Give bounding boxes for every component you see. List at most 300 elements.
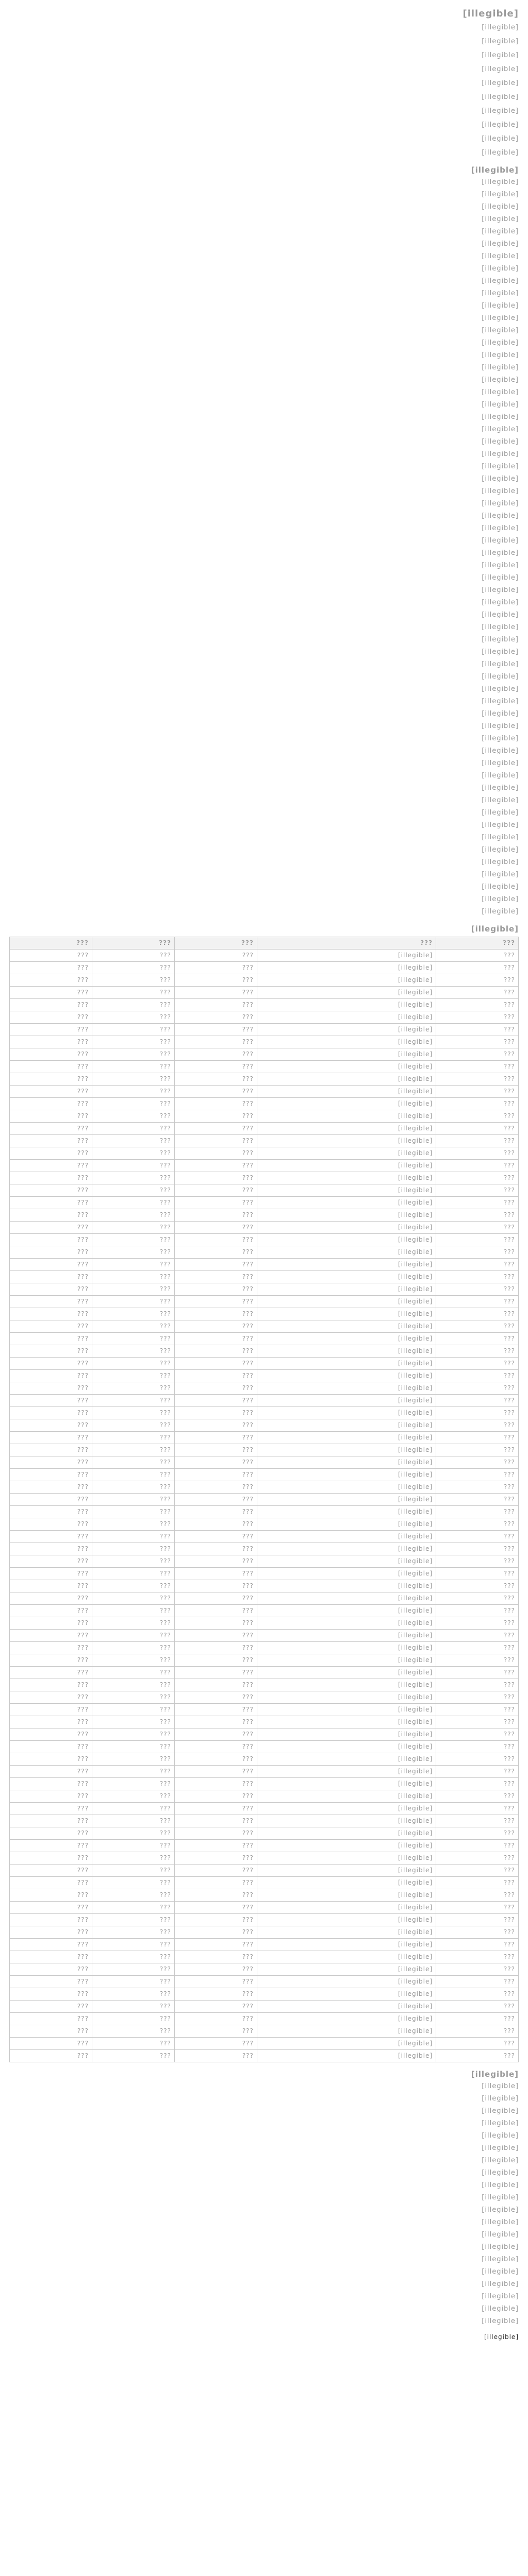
table-cell: ??? <box>10 1432 92 1444</box>
table-cell: ??? <box>92 1011 174 1024</box>
table-cell: [illegible] <box>257 1209 436 1222</box>
table-cell: ??? <box>10 1271 92 1283</box>
table-cell: ??? <box>92 1963 174 1976</box>
table-cell: ??? <box>174 1011 257 1024</box>
table-cell: ??? <box>436 1976 519 1988</box>
table-row <box>10 1296 519 1308</box>
table-cell: ??? <box>174 1086 257 1098</box>
table-cell: ??? <box>436 1197 519 1209</box>
table-cell: [illegible] <box>257 1531 436 1543</box>
table-row <box>10 2013 519 2025</box>
table-cell: ??? <box>10 1852 92 1865</box>
table-cell: ??? <box>10 999 92 1011</box>
assets-section-heading: [illegible] <box>471 924 519 934</box>
property-item: [illegible] <box>482 908 519 916</box>
table-cell: ??? <box>436 1531 519 1543</box>
table-cell: [illegible] <box>257 999 436 1011</box>
table-cell: ??? <box>92 1160 174 1172</box>
table-cell: [illegible] <box>257 1951 436 1963</box>
table-cell: ??? <box>10 1642 92 1654</box>
table-cell: ??? <box>436 999 519 1011</box>
table-cell: ??? <box>436 1555 519 1568</box>
table-cell: [illegible] <box>257 1333 436 1345</box>
table-cell: [illegible] <box>257 1345 436 1358</box>
table-row <box>10 1395 519 1407</box>
table-row <box>10 1852 519 1865</box>
terms-item: [illegible] <box>482 2268 519 2276</box>
table-cell: ??? <box>92 1296 174 1308</box>
table-cell: ??? <box>10 962 92 974</box>
table-cell: [illegible] <box>257 1939 436 1951</box>
table-cell: ??? <box>436 1283 519 1296</box>
property-item: [illegible] <box>482 524 519 532</box>
table-cell: [illegible] <box>257 1197 436 1209</box>
table-cell: ??? <box>174 1333 257 1345</box>
property-item: [illegible] <box>482 401 519 409</box>
table-cell: ??? <box>436 1036 519 1048</box>
table-cell: [illegible] <box>257 1642 436 1654</box>
table-row <box>10 1840 519 1852</box>
table-cell: [illegible] <box>257 1654 436 1667</box>
table-row <box>10 1382 519 1395</box>
table-cell: ??? <box>436 2038 519 2050</box>
table-row <box>10 1815 519 1827</box>
table-cell: [illegible] <box>257 1320 436 1333</box>
table-cell: ??? <box>436 974 519 987</box>
table-row <box>10 1790 519 1803</box>
intro-paragraph: [illegible] <box>482 38 519 45</box>
table-cell: ??? <box>10 1494 92 1506</box>
table-cell: ??? <box>10 1939 92 1951</box>
table-cell: [illegible] <box>257 1555 436 1568</box>
table-row <box>10 1123 519 1135</box>
table-cell: ??? <box>436 1234 519 1246</box>
table-cell: ??? <box>174 1296 257 1308</box>
table-row <box>10 1209 519 1222</box>
table-cell: ??? <box>436 1086 519 1098</box>
table-row <box>10 1110 519 1123</box>
table-cell: ??? <box>10 1518 92 1531</box>
table-cell: ??? <box>174 1877 257 1889</box>
table-cell: ??? <box>92 1184 174 1197</box>
table-cell: [illegible] <box>257 962 436 974</box>
table-cell: [illegible] <box>257 1840 436 1852</box>
table-cell: ??? <box>10 1036 92 1048</box>
table-cell: ??? <box>174 1048 257 1061</box>
table-cell: ??? <box>436 1123 519 1135</box>
table-cell: ??? <box>10 1234 92 1246</box>
table-cell: ??? <box>436 962 519 974</box>
table-cell: ??? <box>92 2001 174 2013</box>
table-cell: ??? <box>436 1568 519 1580</box>
table-row <box>10 1061 519 1073</box>
table-cell: ??? <box>174 1259 257 1271</box>
assets-column-header: ??? <box>257 937 436 950</box>
table-cell: ??? <box>436 1518 519 1531</box>
terms-item: [illegible] <box>482 2095 519 2103</box>
table-cell: ??? <box>92 1308 174 1320</box>
table-cell: ??? <box>10 1419 92 1432</box>
property-item: [illegible] <box>482 327 519 334</box>
table-cell: ??? <box>92 1951 174 1963</box>
table-cell: [illegible] <box>257 1283 436 1296</box>
property-item: [illegible] <box>482 426 519 433</box>
table-cell: ??? <box>174 1592 257 1605</box>
table-cell: ??? <box>174 1790 257 1803</box>
table-cell: ??? <box>174 1110 257 1123</box>
assets-table <box>9 937 519 2062</box>
property-item: [illegible] <box>482 772 519 779</box>
table-cell: ??? <box>174 1865 257 1877</box>
table-cell: ??? <box>92 1283 174 1296</box>
table-cell: ??? <box>10 1073 92 1086</box>
table-cell: ??? <box>436 1110 519 1123</box>
table-cell: [illegible] <box>257 950 436 962</box>
table-cell: ??? <box>436 1753 519 1766</box>
table-cell: ??? <box>92 1086 174 1098</box>
table-row <box>10 999 519 1011</box>
table-cell: ??? <box>92 974 174 987</box>
table-row <box>10 1605 519 1617</box>
property-item: [illegible] <box>482 203 519 211</box>
table-cell: ??? <box>10 1456 92 1469</box>
table-cell: ??? <box>436 1815 519 1827</box>
table-cell: ??? <box>174 1728 257 1741</box>
table-row <box>10 1865 519 1877</box>
table-cell: ??? <box>174 974 257 987</box>
terms-item: [illegible] <box>482 2305 519 2313</box>
table-cell: ??? <box>174 1926 257 1939</box>
table-cell: ??? <box>174 2025 257 2038</box>
assets-table-header <box>10 937 519 950</box>
table-cell: ??? <box>92 987 174 999</box>
table-cell: [illegible] <box>257 1308 436 1320</box>
assets-column-header: ??? <box>92 937 174 950</box>
table-cell: ??? <box>174 1308 257 1320</box>
table-cell: ??? <box>436 1320 519 1333</box>
table-cell: ??? <box>92 1407 174 1419</box>
table-cell: ??? <box>92 1568 174 1580</box>
table-cell: [illegible] <box>257 1543 436 1555</box>
table-cell: [illegible] <box>257 1877 436 1889</box>
table-cell: [illegible] <box>257 1914 436 1926</box>
table-cell: ??? <box>92 1110 174 1123</box>
table-cell: ??? <box>436 1358 519 1370</box>
terms-item: [illegible] <box>482 2231 519 2239</box>
table-cell: [illegible] <box>257 1370 436 1382</box>
table-cell: ??? <box>10 1283 92 1296</box>
property-item: [illegible] <box>482 821 519 829</box>
table-cell: [illegible] <box>257 1358 436 1370</box>
table-cell: ??? <box>10 1184 92 1197</box>
table-cell: ??? <box>92 1741 174 1753</box>
intro-paragraph: [illegible] <box>482 135 519 143</box>
table-row <box>10 1592 519 1605</box>
property-section-heading: [illegible] <box>471 165 519 175</box>
table-cell: ??? <box>436 1667 519 1679</box>
property-item: [illegible] <box>482 895 519 903</box>
table-cell: ??? <box>436 1939 519 1951</box>
table-cell: ??? <box>92 1889 174 1902</box>
table-cell: ??? <box>174 1061 257 1073</box>
table-cell: ??? <box>174 1283 257 1296</box>
table-cell: [illegible] <box>257 1790 436 1803</box>
property-item: [illegible] <box>482 834 519 841</box>
table-cell: ??? <box>10 1654 92 1667</box>
table-row <box>10 1543 519 1555</box>
table-cell: ??? <box>436 1308 519 1320</box>
table-cell: ??? <box>92 1494 174 1506</box>
table-cell: ??? <box>10 1580 92 1592</box>
table-cell: ??? <box>92 1654 174 1667</box>
table-cell: ??? <box>10 1444 92 1456</box>
table-cell: ??? <box>436 1592 519 1605</box>
table-cell: ??? <box>92 1778 174 1790</box>
table-cell: ??? <box>10 1407 92 1419</box>
table-cell: ??? <box>10 1543 92 1555</box>
property-item: [illegible] <box>482 574 519 582</box>
table-cell: ??? <box>436 1914 519 1926</box>
table-cell: ??? <box>436 1222 519 1234</box>
table-row <box>10 1902 519 1914</box>
table-cell: ??? <box>436 1419 519 1432</box>
table-cell: ??? <box>436 2025 519 2038</box>
table-cell: [illegible] <box>257 1222 436 1234</box>
table-row <box>10 1370 519 1382</box>
table-cell: ??? <box>436 1382 519 1395</box>
table-row <box>10 1667 519 1679</box>
property-item: [illegible] <box>482 339 519 347</box>
table-cell: ??? <box>174 1555 257 1568</box>
table-cell: ??? <box>92 1865 174 1877</box>
table-cell: ??? <box>436 1345 519 1358</box>
table-cell: ??? <box>92 1679 174 1691</box>
table-row <box>10 1333 519 1345</box>
table-row <box>10 1914 519 1926</box>
table-cell: ??? <box>10 1358 92 1370</box>
assets-column-header: ??? <box>174 937 257 950</box>
table-cell: [illegible] <box>257 2013 436 2025</box>
table-cell: ??? <box>10 1840 92 1852</box>
table-cell: ??? <box>92 1630 174 1642</box>
table-row <box>10 1222 519 1234</box>
property-item: [illegible] <box>482 611 519 619</box>
table-cell: ??? <box>92 1827 174 1840</box>
table-cell: ??? <box>436 1778 519 1790</box>
table-row <box>10 2050 519 2062</box>
table-cell: ??? <box>436 1160 519 1172</box>
table-row <box>10 1345 519 1358</box>
table-cell: ??? <box>10 2025 92 2038</box>
property-item: [illegible] <box>482 759 519 767</box>
table-cell: ??? <box>92 1024 174 1036</box>
table-cell: ??? <box>436 1296 519 1308</box>
table-row <box>10 1135 519 1147</box>
table-row <box>10 1024 519 1036</box>
terms-item: [illegible] <box>482 2194 519 2201</box>
table-cell: ??? <box>92 1259 174 1271</box>
table-cell: ??? <box>10 1320 92 1333</box>
table-cell: ??? <box>10 1333 92 1345</box>
table-cell: ??? <box>436 1172 519 1184</box>
table-cell: ??? <box>92 950 174 962</box>
table-cell: ??? <box>174 1914 257 1926</box>
table-cell: ??? <box>174 1506 257 1518</box>
table-cell: ??? <box>436 1098 519 1110</box>
table-cell: ??? <box>92 1902 174 1914</box>
table-cell: [illegible] <box>257 1110 436 1123</box>
table-cell: ??? <box>174 1580 257 1592</box>
table-cell: ??? <box>174 1531 257 1543</box>
table-cell: ??? <box>436 1803 519 1815</box>
property-item: [illegible] <box>482 537 519 545</box>
table-cell: ??? <box>436 1209 519 1222</box>
table-cell: ??? <box>10 1741 92 1753</box>
table-cell: ??? <box>92 1432 174 1444</box>
table-cell: [illegible] <box>257 1048 436 1061</box>
table-cell: [illegible] <box>257 1271 436 1283</box>
property-item: [illegible] <box>482 178 519 186</box>
property-item: [illegible] <box>482 698 519 705</box>
table-cell: ??? <box>436 1852 519 1865</box>
table-cell: [illegible] <box>257 2050 436 2062</box>
table-cell: ??? <box>174 1135 257 1147</box>
table-cell: ??? <box>174 1667 257 1679</box>
table-cell: ??? <box>10 1098 92 1110</box>
table-cell: [illegible] <box>257 1382 436 1395</box>
table-cell: ??? <box>436 1963 519 1976</box>
property-item: [illegible] <box>482 277 519 285</box>
terms-item: [illegible] <box>482 2293 519 2300</box>
table-cell: [illegible] <box>257 2038 436 2050</box>
property-item: [illegible] <box>482 809 519 817</box>
table-cell: ??? <box>436 1246 519 1259</box>
table-cell: [illegible] <box>257 1704 436 1716</box>
table-cell: ??? <box>10 1469 92 1481</box>
table-row <box>10 950 519 962</box>
table-cell: ??? <box>436 1184 519 1197</box>
table-cell: ??? <box>436 1926 519 1939</box>
table-cell: ??? <box>174 950 257 962</box>
property-item: [illegible] <box>482 796 519 804</box>
table-cell: ??? <box>174 1370 257 1382</box>
property-item: [illegible] <box>482 883 519 891</box>
table-cell: [illegible] <box>257 1481 436 1494</box>
table-cell: ??? <box>174 1902 257 1914</box>
table-cell: ??? <box>436 1766 519 1778</box>
table-cell: ??? <box>436 1048 519 1061</box>
table-cell: ??? <box>10 1147 92 1160</box>
table-cell: ??? <box>92 1815 174 1827</box>
table-cell: ??? <box>92 962 174 974</box>
table-cell: [illegible] <box>257 1852 436 1865</box>
table-row <box>10 1234 519 1246</box>
property-item: [illegible] <box>482 871 519 878</box>
table-cell: ??? <box>174 1036 257 1048</box>
table-row <box>10 1889 519 1902</box>
table-cell: ??? <box>92 1358 174 1370</box>
property-item: [illegible] <box>482 314 519 322</box>
table-row <box>10 1951 519 1963</box>
terms-item: [illegible] <box>482 2206 519 2214</box>
table-cell: [illegible] <box>257 1580 436 1592</box>
table-row <box>10 1147 519 1160</box>
assets-table-body <box>10 950 519 2062</box>
table-cell: ??? <box>174 1395 257 1407</box>
table-cell: ??? <box>174 1419 257 1432</box>
table-cell: ??? <box>174 1704 257 1716</box>
table-cell: ??? <box>92 1209 174 1222</box>
table-cell: ??? <box>174 999 257 1011</box>
table-cell: ??? <box>174 1444 257 1456</box>
table-row <box>10 1308 519 1320</box>
table-cell: ??? <box>174 1518 257 1531</box>
table-cell: ??? <box>174 2001 257 2013</box>
table-row <box>10 1531 519 1543</box>
table-cell: ??? <box>436 1147 519 1160</box>
table-cell: [illegible] <box>257 1419 436 1432</box>
table-cell: ??? <box>436 1617 519 1630</box>
table-row <box>10 987 519 999</box>
table-cell: ??? <box>436 1011 519 1024</box>
table-cell: [illegible] <box>257 1902 436 1914</box>
table-row <box>10 1555 519 1568</box>
table-row <box>10 1976 519 1988</box>
table-cell: ??? <box>10 1988 92 2001</box>
table-row <box>10 1358 519 1370</box>
table-cell: [illegible] <box>257 1061 436 1073</box>
property-item: [illegible] <box>482 290 519 297</box>
property-item: [illegible] <box>482 685 519 693</box>
table-cell: ??? <box>10 1716 92 1728</box>
table-cell: ??? <box>10 1963 92 1976</box>
table-cell: [illegible] <box>257 1234 436 1246</box>
table-cell: ??? <box>436 1840 519 1852</box>
assets-column-header: ??? <box>436 937 519 950</box>
table-cell: ??? <box>436 1827 519 1840</box>
table-cell: [illegible] <box>257 1630 436 1642</box>
table-row <box>10 1963 519 1976</box>
property-item: [illegible] <box>482 636 519 643</box>
table-cell: [illegible] <box>257 1963 436 1976</box>
table-cell: ??? <box>92 1382 174 1395</box>
table-cell: ??? <box>10 974 92 987</box>
property-item: [illegible] <box>482 784 519 792</box>
intro-paragraph: [illegible] <box>482 121 519 129</box>
table-cell: ??? <box>10 1630 92 1642</box>
table-cell: ??? <box>10 1728 92 1741</box>
table-cell: ??? <box>174 1963 257 1976</box>
table-row <box>10 1766 519 1778</box>
table-cell: ??? <box>10 1704 92 1716</box>
table-cell: ??? <box>174 1827 257 1840</box>
table-cell: ??? <box>10 1617 92 1630</box>
table-cell: ??? <box>174 1654 257 1667</box>
table-row <box>10 1160 519 1172</box>
table-cell: ??? <box>174 1605 257 1617</box>
table-row <box>10 1827 519 1840</box>
property-item: [illegible] <box>482 500 519 507</box>
property-item: [illegible] <box>482 191 519 198</box>
table-cell: ??? <box>92 1123 174 1135</box>
table-row <box>10 1283 519 1296</box>
table-row <box>10 974 519 987</box>
table-cell: ??? <box>10 1382 92 1395</box>
table-cell: ??? <box>174 1988 257 2001</box>
property-item: [illegible] <box>482 710 519 718</box>
table-cell: [illegible] <box>257 1296 436 1308</box>
table-cell: [illegible] <box>257 1432 436 1444</box>
